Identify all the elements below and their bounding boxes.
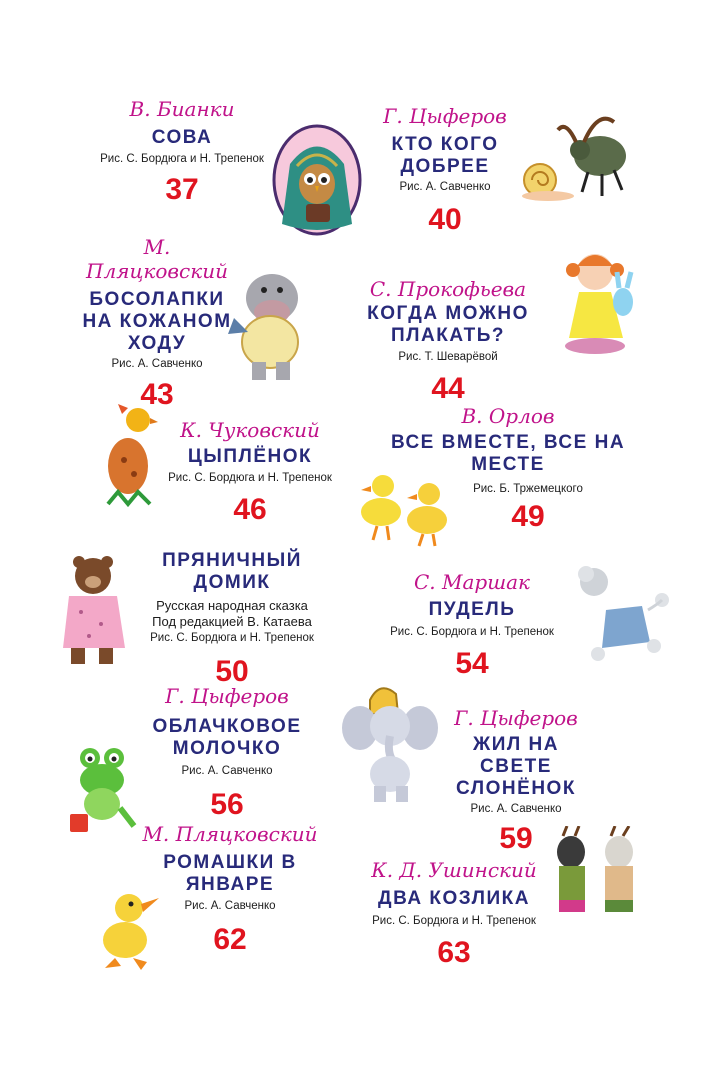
toc-entry-kogda-mozhno-plakat xyxy=(322,277,574,407)
page-number: 59 xyxy=(499,822,533,855)
page-number: 37 xyxy=(165,173,199,206)
bear-illustration xyxy=(55,552,135,672)
page-number: 62 xyxy=(213,923,247,956)
title: СОВА xyxy=(151,127,213,148)
page-number: 50 xyxy=(215,655,249,688)
girl-bunny-illustration xyxy=(565,242,643,358)
title: КТО КОГО ДОБРЕЕ xyxy=(391,134,499,177)
credit: Рис. А. Савченко xyxy=(470,803,562,815)
author: М. Пляцковский xyxy=(142,822,318,846)
page-number: 43 xyxy=(140,378,174,411)
page-number: 44 xyxy=(431,372,465,405)
author: В. Бианки xyxy=(129,97,235,121)
credit: Рис. А. Савченко xyxy=(184,900,276,912)
credit: Рис. С. Бордюга и Н. Трепенок xyxy=(390,626,554,638)
author: К. Чуковский xyxy=(180,418,320,442)
snail-beetle-illustration xyxy=(518,100,636,204)
toc-entry-pryanichny-domik xyxy=(132,550,332,690)
page-number: 49 xyxy=(511,500,545,533)
ducklings-illustration xyxy=(355,468,455,548)
duckling-illustration xyxy=(95,888,165,974)
credit: Рис. А. Савченко xyxy=(111,358,203,370)
page-number: 40 xyxy=(428,203,462,236)
title-line-3: ХОДУ xyxy=(127,333,187,354)
title-line-2: СЛОНЁНОК xyxy=(456,778,576,799)
title: ОБЛАЧКОВОЕ МОЛОЧКО xyxy=(152,716,302,759)
title: ПУДЕЛЬ xyxy=(428,599,516,620)
elephant-illustration xyxy=(340,680,444,808)
title: ВСЕ ВМЕСТЕ, ВСЕ НА МЕСТЕ xyxy=(390,432,626,475)
toc-entry-bosolapki xyxy=(75,235,239,413)
page-number: 56 xyxy=(210,788,244,821)
credit: Рис. С. Бордюга и Н. Трепенок xyxy=(372,915,536,927)
title-line-1: ЖИЛ НА СВЕТЕ xyxy=(473,734,559,777)
author: В. Орлов xyxy=(461,404,555,428)
title: КОГДА МОЖНО ПЛАКАТЬ? xyxy=(367,303,529,346)
hippo-illustration xyxy=(222,262,316,386)
title: РОМАШКИ В ЯНВАРЕ xyxy=(163,852,297,895)
poodle-illustration xyxy=(572,560,672,670)
credit: Рис. Б. Тржемецкого xyxy=(473,483,583,495)
toc-entry-dva-kozlika xyxy=(366,858,542,971)
frog-illustration xyxy=(68,738,140,838)
title: ДВА КОЗЛИКА xyxy=(378,888,530,909)
goats-illustration xyxy=(545,826,645,922)
author: М. Пляцковский xyxy=(86,235,228,283)
title-line-2: НА КОЖАНОМ xyxy=(82,311,232,332)
credit: Рис. С. Бордюга и Н. Трепенок xyxy=(168,472,332,484)
author: Г. Цыферов xyxy=(383,104,507,128)
author: С. Маршак xyxy=(413,570,531,594)
page-number: 63 xyxy=(437,936,471,969)
credit: Рис. С. Бордюга и Н. Трепенок xyxy=(100,153,264,165)
credit: Рис. Т. Шеварёвой xyxy=(398,351,498,363)
credit: Рис. С. Бордюга и Н. Трепенок xyxy=(150,632,314,644)
author: С. Прокофьева xyxy=(369,277,527,301)
credit: Рис. А. Савченко xyxy=(399,181,491,193)
description-line-1: Русская народная сказка xyxy=(156,598,308,613)
owl-illustration xyxy=(272,124,362,236)
toc-entry-tsyplenok xyxy=(160,418,340,528)
description-line-2: Под редакцией В. Катаева xyxy=(152,614,312,629)
author: Г. Цыферов xyxy=(454,706,578,730)
toc-entry-sova xyxy=(100,97,264,208)
title-line-1: БОСОЛАПКИ xyxy=(89,289,225,310)
title: ЦЫПЛЁНОК xyxy=(187,446,313,467)
title: ПРЯНИЧНЫЙ ДОМИК xyxy=(162,550,302,593)
chick-illustration xyxy=(98,400,160,512)
toc-entry-pudel xyxy=(382,570,562,682)
author: К. Д. Ушинский xyxy=(371,858,537,882)
page-number: 46 xyxy=(233,493,267,526)
toc-entry-oblachkovoe-molochko xyxy=(120,684,334,823)
toc-entry-kto-kogo-dobree xyxy=(365,104,525,238)
page-number: 54 xyxy=(455,647,489,680)
author: Г. Цыферов xyxy=(165,684,289,708)
credit: Рис. А. Савченко xyxy=(181,765,273,777)
